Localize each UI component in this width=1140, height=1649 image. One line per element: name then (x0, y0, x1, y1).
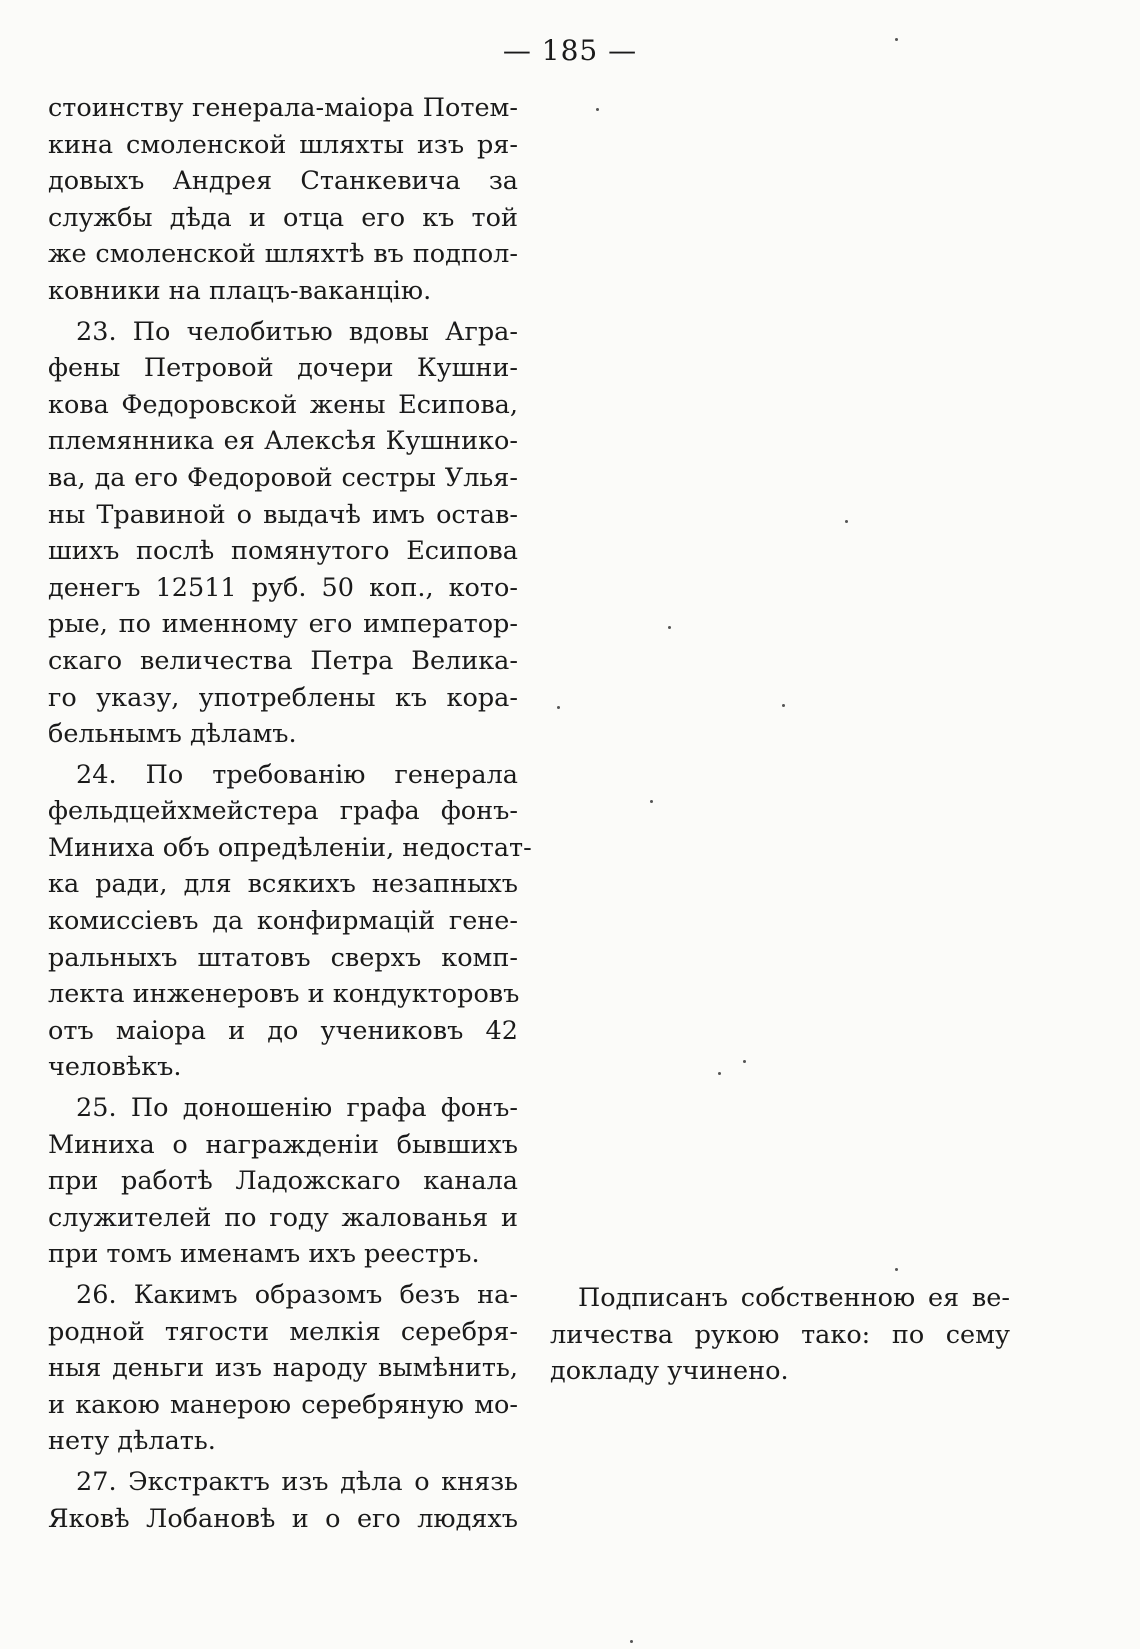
text-line: же смоленской шляхтѣ въ подпол- (48, 239, 518, 270)
list-item-23 (48, 314, 518, 753)
scan-speck (630, 1640, 633, 1643)
scan-speck (668, 626, 671, 629)
text-line: и какою манерою серебряную мо- (48, 1389, 518, 1420)
text-line: Миниха объ опредѣленіи, недостат- (48, 832, 532, 863)
text-line: фельдцейхмейстера графа фонъ- (48, 796, 518, 827)
scan-speck (895, 38, 898, 41)
scan-speck (782, 704, 785, 707)
text-line: фены Петровой дочери Кушни- (48, 353, 518, 384)
text-line: служителей по году жалованья и (48, 1202, 518, 1233)
text-line: рые, по именному его император- (48, 609, 518, 640)
text-line: го указу, употреблены къ кора- (48, 682, 518, 713)
text-line: Яковѣ Лобановѣ и о его людяхъ (48, 1503, 518, 1534)
scan-speck (718, 1072, 721, 1075)
scan-speck (557, 706, 560, 709)
page-number: — 185 — (502, 34, 638, 67)
text-line: стоинству генерала-маіора Потем- (48, 93, 518, 123)
left-column (48, 90, 532, 1537)
text-line: Миниха о награжденіи бывшихъ (48, 1129, 518, 1160)
text-line: шихъ послѣ помянутого Есипова (48, 536, 518, 567)
text-line: нету дѣлать. (48, 1426, 216, 1457)
right-column (550, 1280, 1010, 1390)
scan-speck (845, 520, 848, 523)
text-line: скаго величества Петра Велика- (48, 645, 518, 676)
text-line: ныя деньги изъ народу вымѣнить, (48, 1353, 518, 1384)
text-line: лекта инженеровъ и кондукторовъ (48, 979, 520, 1010)
text-line: бельнымъ дѣламъ. (48, 719, 297, 750)
text-line: службы дѣда и отца его къ той (48, 202, 518, 233)
text-line: кина смоленской шляхты изъ ря- (48, 129, 518, 160)
text-line: отъ маіора и до учениковъ 42 (48, 1015, 518, 1046)
text-line: 23. По челобитью вдовы Агра- (76, 316, 518, 347)
text-line: ка ради, для всякихъ незапныхъ (48, 869, 518, 900)
paragraph (48, 90, 518, 310)
scan-speck (895, 1268, 898, 1271)
text-line: племянника ея Алексѣя Кушнико- (48, 426, 518, 457)
text-line: комиссіевъ да конфирмацій гене- (48, 906, 518, 937)
text-line: довыхъ Андрея Станкевича за (48, 166, 518, 197)
text-line: ва, да его Федоровой сестры Улья- (48, 462, 518, 493)
text-line: 24. По требованію генерала (76, 759, 518, 790)
scan-speck (650, 800, 653, 803)
text-line: Подписанъ собственною ея ве- (578, 1283, 1010, 1313)
text-line: денегъ 12511 руб. 50 коп., кото- (48, 572, 518, 603)
list-item-24 (48, 757, 532, 1086)
list-item-25 (48, 1090, 518, 1273)
scan-speck (743, 1060, 746, 1063)
text-line: личества рукою тако: по сему (550, 1319, 1010, 1350)
text-line: 27. Экстрактъ изъ дѣла о князь (76, 1466, 518, 1497)
text-line: кова Федоровской жены Есипова, (48, 389, 518, 420)
text-line: родной тягости мелкія серебря- (48, 1316, 518, 1347)
list-item-26 (48, 1277, 518, 1460)
text-line: ны Травиной о выдачѣ имъ остав- (48, 499, 518, 530)
text-line: при томъ именамъ ихъ реестръ. (48, 1239, 480, 1270)
text-line: ковники на плацъ-ваканцію. (48, 275, 432, 306)
text-line: 26. Какимъ образомъ безъ на- (76, 1280, 518, 1310)
text-line: докладу учинено. (550, 1356, 789, 1387)
text-line: при работѣ Ладожскаго канала (48, 1166, 518, 1197)
scan-speck (596, 108, 599, 111)
text-line: ральныхъ штатовъ сверхъ комп- (48, 942, 518, 973)
signature-note (550, 1280, 1010, 1390)
text-line: 25. По доношенію графа фонъ- (76, 1093, 518, 1124)
text-line: человѣкъ. (48, 1052, 182, 1083)
list-item-27 (48, 1464, 518, 1537)
